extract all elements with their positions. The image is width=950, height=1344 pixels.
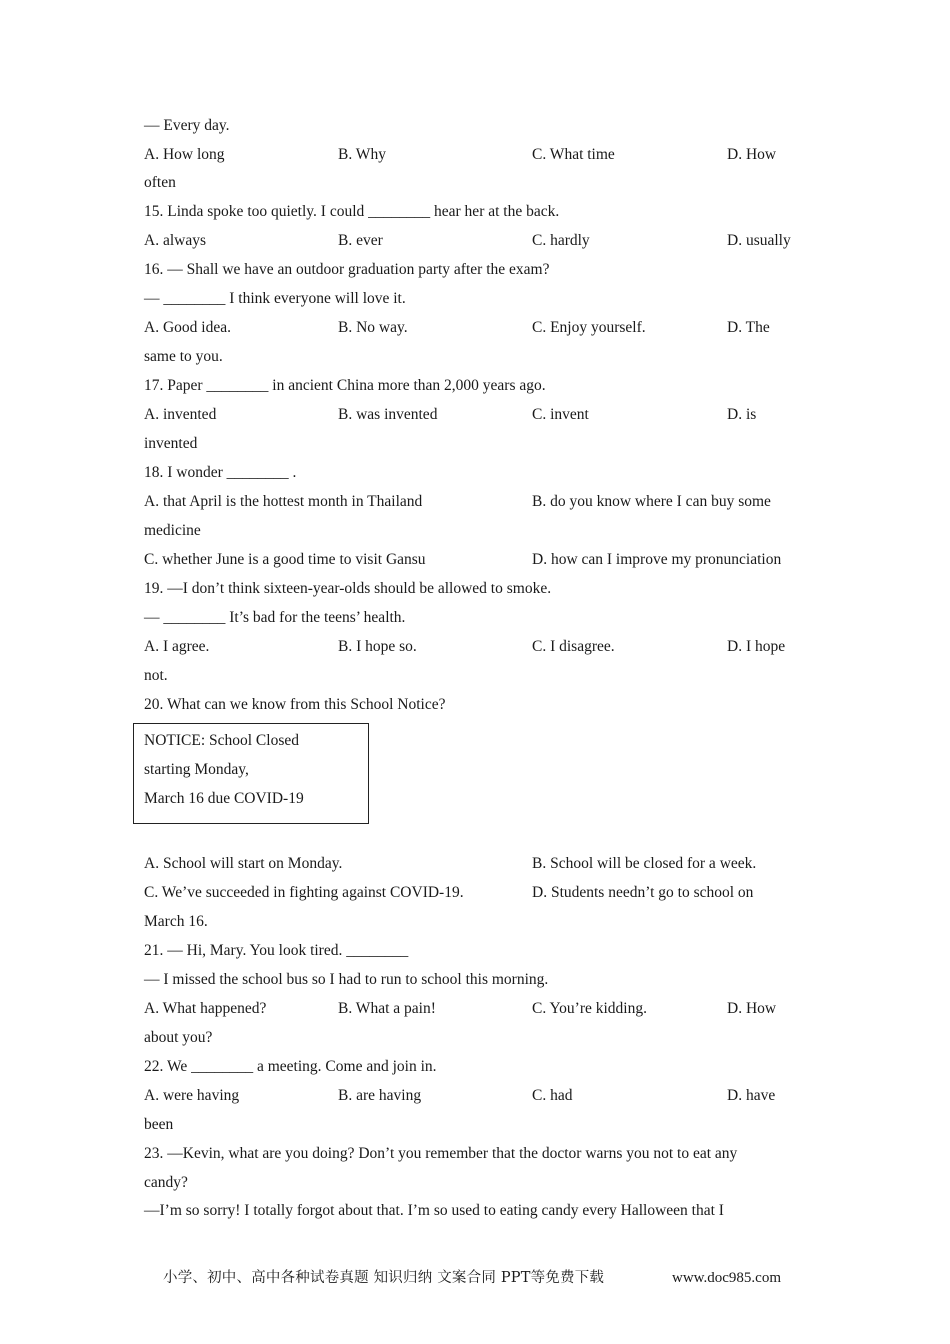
- option-b: B. What a pain!: [338, 1000, 436, 1017]
- option-d-continued: invented: [144, 435, 198, 452]
- option-c: C. We’ve succeeded in fighting against COVID-19.: [144, 884, 464, 901]
- question-21-reply: — I missed the school bus so I had to run to school this morning.: [144, 971, 549, 988]
- option-d: D. I hope: [727, 638, 786, 655]
- option-d: D. How: [727, 146, 777, 163]
- option-c: C. You’re kidding.: [532, 1000, 647, 1017]
- option-b: B. Why: [338, 146, 386, 163]
- question-23: 23. —Kevin, what are you doing? Don’t you remember that the doctor warns you not to eat any: [144, 1145, 738, 1162]
- footer-slogan: 小学、初中、高中各种试卷真题 知识归纳 文案合同 PPT等免费下载: [163, 1270, 605, 1286]
- question-21: 21. — Hi, Mary. You look tired. ________: [144, 942, 409, 959]
- option-c: C. What time: [532, 146, 615, 163]
- option-b: B. are having: [338, 1087, 422, 1104]
- option-c: C. hardly: [532, 232, 590, 249]
- question-20: 20. What can we know from this School Notice?: [144, 696, 446, 713]
- option-a: A. What happened?: [144, 1000, 267, 1017]
- question-23-continued: candy?: [144, 1174, 188, 1191]
- question-22: 22. We ________ a meeting. Come and join in.: [144, 1058, 437, 1075]
- option-a: A. were having: [144, 1087, 240, 1104]
- option-c: C. invent: [532, 406, 589, 423]
- option-a: A. that April is the hottest month in Thailand: [144, 493, 423, 510]
- option-b: B. do you know where I can buy some: [532, 493, 771, 510]
- option-c: C. had: [532, 1087, 573, 1104]
- option-a: A. How long: [144, 146, 225, 163]
- option-d-continued: been: [144, 1116, 174, 1133]
- option-b: B. No way.: [338, 319, 408, 336]
- option-c: C. whether June is a good time to visit Gansu: [144, 551, 426, 568]
- option-a: A. Good idea.: [144, 319, 231, 336]
- question-19: 19. —I don’t think sixteen-year-olds should be allowed to smoke.: [144, 580, 552, 597]
- notice-line: NOTICE: School Closed: [144, 732, 299, 749]
- question-17: 17. Paper ________ in ancient China more than 2,000 years ago.: [144, 377, 546, 394]
- question-19-reply: — ________ It’s bad for the teens’ health.: [144, 609, 406, 626]
- option-b: B. was invented: [338, 406, 438, 423]
- option-d: D. usually: [727, 232, 791, 249]
- option-b: B. I hope so.: [338, 638, 417, 655]
- option-b: B. ever: [338, 232, 383, 249]
- option-a: A. invented: [144, 406, 217, 423]
- footer-website-link[interactable]: www.doc985.com: [672, 1270, 782, 1286]
- option-b-continued: medicine: [144, 522, 201, 539]
- option-c: C. I disagree.: [532, 638, 615, 655]
- option-d: D. is: [727, 406, 757, 423]
- option-d: D. The: [727, 319, 770, 336]
- option-c: C. Enjoy yourself.: [532, 319, 646, 336]
- option-d-continued: same to you.: [144, 348, 223, 365]
- option-a: A. School will start on Monday.: [144, 855, 343, 872]
- question-15: 15. Linda spoke too quietly. I could ________ hear her at the back.: [144, 203, 560, 220]
- notice-line: March 16 due COVID-19: [144, 790, 304, 807]
- question-18: 18. I wonder ________ .: [144, 464, 297, 481]
- question-16-reply: — ________ I think everyone will love it.: [144, 290, 406, 307]
- answer-line: — Every day.: [144, 117, 230, 134]
- question-23-reply: —I’m so sorry! I totally forgot about that. I’m so used to eating candy every Halloween that I: [144, 1202, 724, 1219]
- option-d-continued: March 16.: [144, 913, 208, 930]
- option-d: D. Students needn’t go to school on: [532, 884, 754, 901]
- option-d: D. have: [727, 1087, 776, 1104]
- option-a: A. I agree.: [144, 638, 210, 655]
- option-d-continued: not.: [144, 667, 168, 684]
- question-16: 16. — Shall we have an outdoor graduation party after the exam?: [144, 261, 550, 278]
- option-d-continued: about you?: [144, 1029, 213, 1046]
- option-d-continued: often: [144, 174, 176, 191]
- option-d: D. How: [727, 1000, 777, 1017]
- option-a: A. always: [144, 232, 206, 249]
- notice-line: starting Monday,: [144, 761, 249, 778]
- option-b: B. School will be closed for a week.: [532, 855, 757, 872]
- option-d: D. how can I improve my pronunciation: [532, 551, 782, 568]
